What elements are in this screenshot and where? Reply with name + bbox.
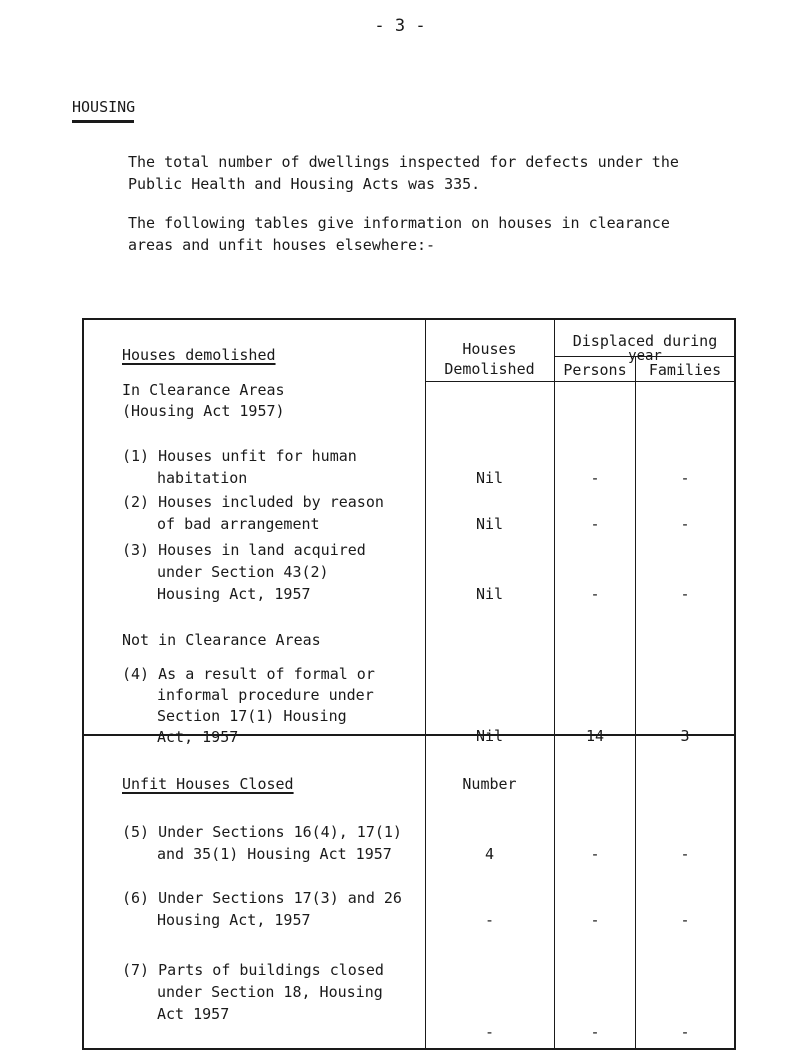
row-6-families: - (680, 911, 690, 929)
paragraph-inspections: The total number of dwellings inspected for defects under the Public Health and Housing Acts was 335. (128, 153, 679, 193)
paragraph-tables-intro: The following tables give information on houses in clearance areas and unfit houses elsewhere:- (128, 214, 670, 254)
section-unfit-houses-closed: Unfit Houses Closed (122, 775, 294, 793)
section-not-clearance: Not in Clearance Areas (122, 631, 321, 649)
row-3-label: (3) Houses in land acquired (122, 541, 366, 559)
row-4-label-cont2: Section 17(1) Housing (157, 707, 347, 725)
col-header-houses: Houses (462, 340, 517, 358)
row-5-number: 4 (484, 845, 495, 863)
col-header-families: Families (648, 361, 722, 379)
row-6-label: (6) Under Sections 17(3) and 26 (122, 889, 402, 907)
row-1-label-cont: habitation (157, 469, 248, 487)
row-5-families: - (680, 845, 690, 863)
section-clearance-areas: In Clearance Areas (122, 381, 285, 399)
row-7-label-cont: under Section 18, Housing (157, 983, 383, 1001)
col-header-displaced: Displaced during (572, 332, 718, 350)
section-heading: HOUSING (72, 98, 136, 116)
row-2-label-cont: of bad arrangement (157, 515, 320, 533)
col-header-persons: Persons (563, 361, 627, 379)
row-3-label-cont2: Housing Act, 1957 (157, 585, 311, 603)
row-4-label-cont: informal procedure under (157, 686, 374, 704)
row-4-label-cont3: Act, 1957 (157, 728, 239, 746)
row-7-persons: - (590, 1023, 600, 1041)
table-border-left (82, 318, 84, 1050)
row-5-label-cont: and 35(1) Housing Act 1957 (157, 845, 392, 863)
col-header-number: Number (462, 775, 517, 793)
row-6-persons: - (590, 911, 600, 929)
col-header-demolished: Demolished (444, 360, 535, 378)
row-3-families: - (680, 585, 690, 603)
row-1-families: - (680, 469, 690, 487)
row-7-families: - (680, 1023, 690, 1041)
row-7-label: (7) Parts of buildings closed (122, 961, 384, 979)
table-border-bottom (82, 1048, 736, 1050)
row-5-label: (5) Under Sections 16(4), 17(1) (122, 823, 402, 841)
row-4-label: (4) As a result of formal or (122, 665, 375, 683)
col-header-year: year (628, 348, 662, 364)
column-divider-1 (425, 318, 426, 1050)
row-7-label-cont2: Act 1957 (157, 1005, 230, 1023)
row-1-label: (1) Houses unfit for human (122, 447, 357, 465)
column-divider-2 (554, 318, 555, 1050)
row-7-number: - (484, 1023, 495, 1041)
column-divider-3 (635, 356, 636, 1050)
row-2-persons: - (590, 515, 600, 533)
row-1-demolished: Nil (475, 469, 504, 487)
row-4-families: 3 (680, 727, 690, 745)
row-4-demolished: Nil (475, 727, 504, 745)
row-2-demolished: Nil (475, 515, 504, 533)
row-6-label-cont: Housing Act, 1957 (157, 911, 311, 929)
table-border-right (734, 318, 736, 1050)
housing-table (82, 318, 736, 1050)
row-3-demolished: Nil (475, 585, 504, 603)
row-1-persons: - (590, 469, 600, 487)
row-2-families: - (680, 515, 690, 533)
row-3-persons: - (590, 585, 600, 603)
row-6-number: - (484, 911, 495, 929)
row-3-label-cont: under Section 43(2) (157, 563, 329, 581)
row-2-label: (2) Houses included by reason (122, 493, 384, 511)
heading-underline (72, 120, 134, 123)
row-5-persons: - (590, 845, 600, 863)
table-border-top (82, 318, 736, 320)
section-clearance-act: (Housing Act 1957) (122, 402, 285, 420)
row-4-persons: 14 (585, 727, 605, 745)
page-number: - 3 - (374, 16, 426, 36)
header-bottom-rule (425, 381, 736, 382)
col-header-houses-demolished: Houses demolished (122, 346, 276, 364)
